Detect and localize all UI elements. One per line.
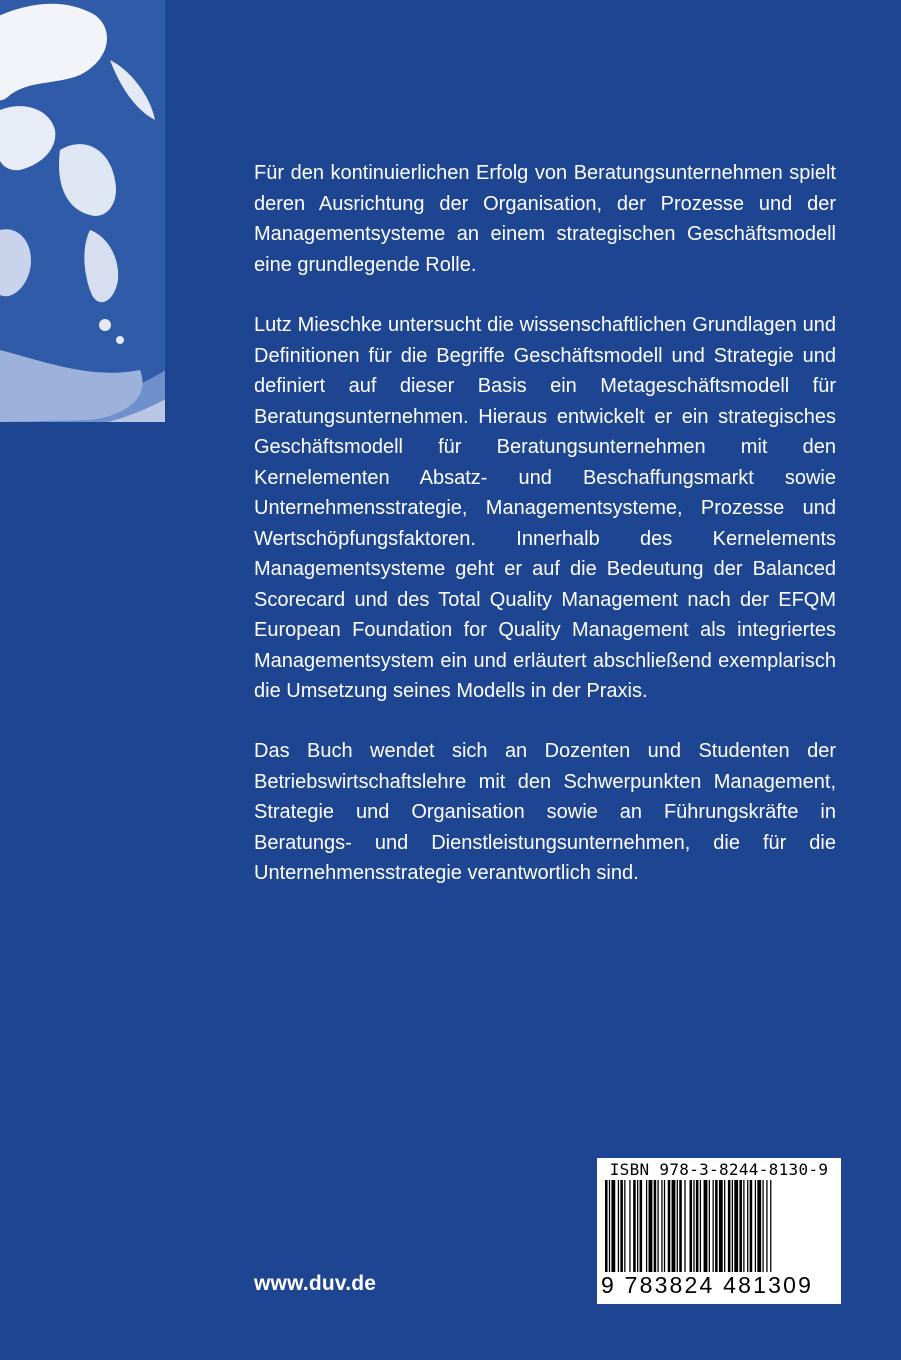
barcode-bar <box>661 1180 662 1272</box>
barcode-bar <box>770 1180 771 1272</box>
barcode-bar <box>732 1180 733 1272</box>
barcode-bar <box>743 1180 744 1272</box>
barcode-bar <box>755 1180 756 1272</box>
barcode-bar <box>704 1180 708 1272</box>
barcode-bar <box>728 1180 731 1272</box>
barcode-bar <box>646 1180 647 1272</box>
barcode-bar <box>750 1180 753 1272</box>
barcode-bar <box>609 1180 610 1272</box>
barcode-bar <box>739 1180 742 1272</box>
barcode-bar <box>672 1180 676 1272</box>
barcode-bar <box>689 1180 692 1272</box>
barcode-bar <box>762 1180 763 1272</box>
barcode-bar <box>633 1180 636 1272</box>
barcode-bar <box>713 1180 714 1272</box>
barcode-bar <box>684 1180 685 1272</box>
barcode-bar <box>700 1180 701 1272</box>
barcode-bar <box>657 1180 658 1272</box>
blurb-paragraph-2: Lutz Mieschke untersucht die wissenschaftlichen Grundlagen und Definitionen für die Begriffe Geschäftsmodell und Strategie und definiert auf dieser Basis ein Metageschäftsmodell für Beratungsunternehmen. Hieraus entwickelt er ein strategisches Geschäftsmodell für Beratungsunternehmen mit den Kernelementen Absatz- und Beschaffungsmarkt sowie Unternehmensstrategie, Managementsysteme, Prozesse und Wertschöpfungsfaktoren. Innerhalb des Kernelements Managementsysteme geht er auf die Bedeutung der Balanced Scorecard und des Total Quality Management nach der EFQM European Foundation for Quality Management als integriertes Managementsystem ein und erläutert abschließend exemplarisch die Umsetzung seines Modells in der Praxis. <box>254 314 836 702</box>
isbn-barcode <box>597 1158 841 1304</box>
barcode-bar <box>747 1180 748 1272</box>
barcode-bar <box>766 1180 767 1272</box>
barcode-bar <box>654 1180 657 1272</box>
barcode-bar <box>734 1180 738 1272</box>
blurb-paragraph-1: Für den kontinuierlichen Erfolg von Beratungsunternehmen spielt deren Ausrichtung der Organisation, der Prozesse und der Managementsysteme an einem strategischen Geschäftsmodell eine grundlegende Rolle. <box>254 162 836 276</box>
barcode-bar <box>664 1180 665 1272</box>
barcode-bar <box>679 1180 682 1272</box>
barcode-bar <box>605 1180 608 1272</box>
barcode-digits: 9 783824 481309 <box>601 1272 814 1298</box>
publisher-website: www.duv.de <box>254 1272 377 1295</box>
barcode-bars <box>603 1180 835 1276</box>
globe-image <box>0 0 165 422</box>
barcode-bar <box>719 1180 723 1272</box>
barcode-bar <box>668 1180 671 1272</box>
barcode-bar <box>677 1180 678 1272</box>
barcode-bar <box>620 1180 623 1272</box>
barcode-bar <box>618 1180 619 1272</box>
barcode-bar <box>624 1180 625 1272</box>
barcode-bar <box>757 1180 761 1272</box>
barcode-bar <box>649 1180 653 1272</box>
isbn-label: ISBN 978-3-8244-8130-9 <box>609 1160 829 1179</box>
barcode-bar <box>715 1180 718 1272</box>
barcode-bar <box>709 1180 710 1272</box>
barcode-bar <box>693 1180 694 1272</box>
barcode-bar <box>724 1180 725 1272</box>
barcode-bar <box>640 1180 643 1272</box>
barcode-bar <box>696 1180 699 1272</box>
barcode-bar <box>629 1180 630 1272</box>
blurb-paragraph-3: Das Buch wendet sich an Dozenten und Studenten der Betriebswirtschaftslehre mit den Schwerpunkten Management, Strategie und Organisation sowie an Führungskräfte in Beratungs- und Dienstleistungsunternehmen, die für die Unternehmensstrategie verantwortlich sind. <box>254 740 836 884</box>
barcode-bar <box>611 1180 615 1272</box>
barcode-bar <box>637 1180 638 1272</box>
